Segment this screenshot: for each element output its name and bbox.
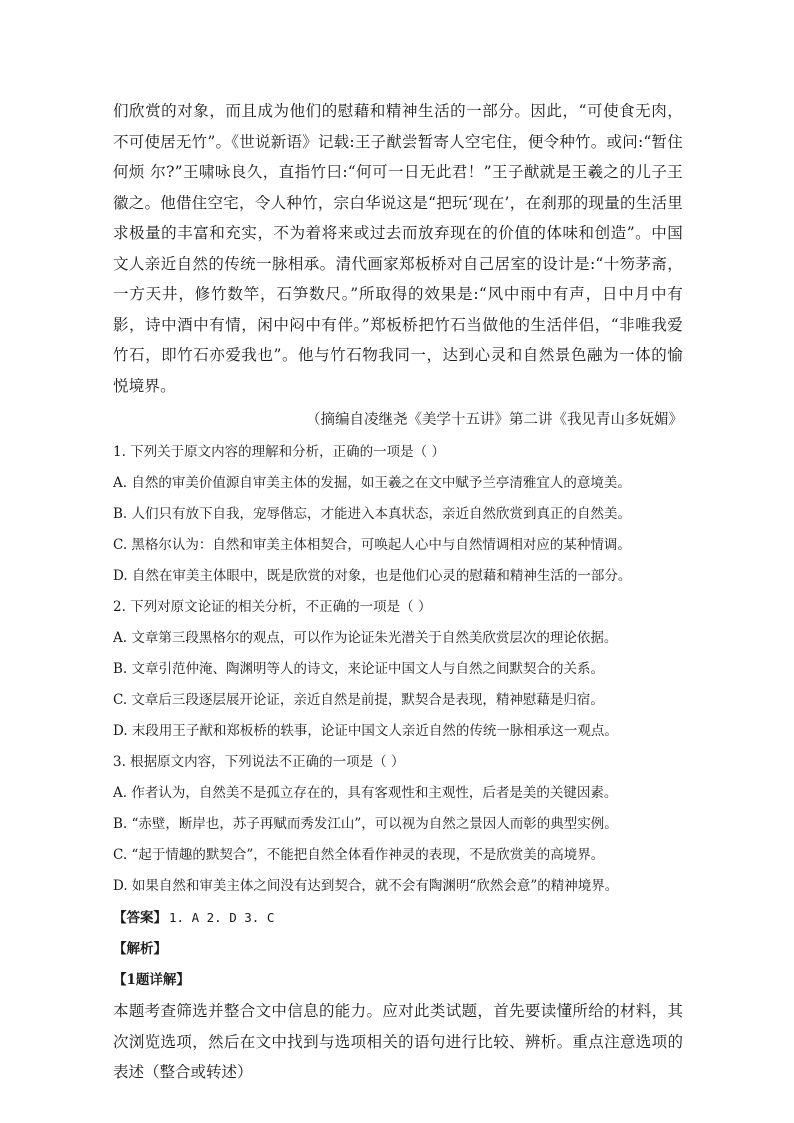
- option-b: B. “赤壁，断岸也，苏子再赋而秀发江山”，可以视为自然之景因人而彰的典型实例。: [113, 816, 618, 832]
- option-b: B. 人们只有放下自我，宠辱偕忘，才能进入本真状态，亲近自然欣赏到真正的自然美。: [113, 506, 632, 522]
- question-3: [113, 747, 683, 902]
- question-2: [113, 592, 683, 747]
- analysis-label: 【解析】: [113, 941, 167, 957]
- option-d: D. 末段用王子猷和郑板桥的轶事，论证中国文人亲近自然的传统一脉相承这一观点。: [113, 723, 618, 739]
- question-stem: 3. 根据原文内容，下列说法不正确的一项是（ ）: [113, 754, 405, 770]
- option-a: A. 作者认为，自然美不是孤立存在的，具有客观性和主观性，后者是美的关键因素。: [113, 785, 618, 801]
- option-c: C. “起于情趣的默契合”，不能把自然全体看作神灵的表现，不是欣赏美的高境界。: [113, 847, 605, 863]
- option-d: D. 自然在审美主体眼中，既是欣赏的对象，也是他们心灵的慰藉和精神生活的一部分。: [113, 568, 632, 584]
- option-c: C. 黑格尔认为：自然和审美主体相契合，可唤起人心中与自然情调相对应的某种情调。: [113, 537, 631, 553]
- option-d: D. 如果自然和审美主体之间没有达到契合，就不会有陶渊明“欣然会意”的精神境界。: [113, 878, 619, 894]
- question-stem: 1. 下列关于原文内容的理解和分析，正确的一项是（ ）: [113, 444, 445, 460]
- option-b: B. 文章引范仲淹、陶渊明等人的诗文，来论证中国文人与自然之间默契合的关系。: [113, 661, 605, 677]
- answer-line: [113, 902, 683, 934]
- passage-paragraph: 们欣赏的对象，而且成为他们的慰藉和精神生活的一部分。因此，“可使食无肉，不可使居无竹”。《世说新语》记载:王子猷尝暂寄人空宅住，便令种竹。或问:“暂住何烦 尔?”王啸咏良久，直指竹曰:“何可一日无此君！”王子猷就是王羲之的儿子王徽之。他借住空宅，令人种竹，宗白华说这是“把玩‘现在’，在刹那的现量的生活里求极量的丰富和充实，不为着将来或过去而放弃现在的价值的体味和创造”。中国文人亲近自然的传统一脉相承。清代画家郑板桥对自己居室的设计是:“十笏茅斋，一方天井，修竹数竿，石笋数尺。”所取得的效果是:“风中雨中有声，日中月中有影，诗中酒中有情，闲中闷中有伴。”郑板桥把竹石当做他的生活伴侣，“非唯我爱竹石，即竹石亦爱我也”。他与竹石物我同一，达到心灵和自然景色融为一体的愉悦境界。: [113, 102, 683, 395]
- option-a: A. 自然的审美价值源自审美主体的发掘，如王羲之在文中赋予兰亭清雅宜人的意境美。: [113, 475, 631, 491]
- question-stem: 2. 下列对原文论证的相关分析，不正确的一项是（ ）: [113, 599, 432, 615]
- option-a: A. 文章第三段黑格尔的观点，可以作为论证朱光潜关于自然美欣赏层次的理论依据。: [113, 630, 618, 646]
- passage-source: （摘编自凌继尧《美学十五讲》第二讲《我见青山多妩媚》: [306, 412, 683, 428]
- document-page: [113, 96, 683, 1088]
- analysis-text: 本题考查筛选并整合文中信息的能力。应对此类试题，首先要读懂所给的材料，其次浏览选项，然后在文中找到与选项相关的语句进行比较、辨析。重点注意选项的表述（整合或转述）: [113, 1002, 683, 1081]
- question-1: [113, 437, 683, 592]
- answer-label: 【答案】: [113, 910, 167, 926]
- analysis-sub-label: 【1题详解】: [113, 972, 190, 988]
- option-c: C. 文章后三段逐层展开论证，亲近自然是前提，默契合是表现，精神慰藉是归宿。: [113, 692, 604, 708]
- answer-text: 1. A 2. D 3. C: [169, 910, 275, 925]
